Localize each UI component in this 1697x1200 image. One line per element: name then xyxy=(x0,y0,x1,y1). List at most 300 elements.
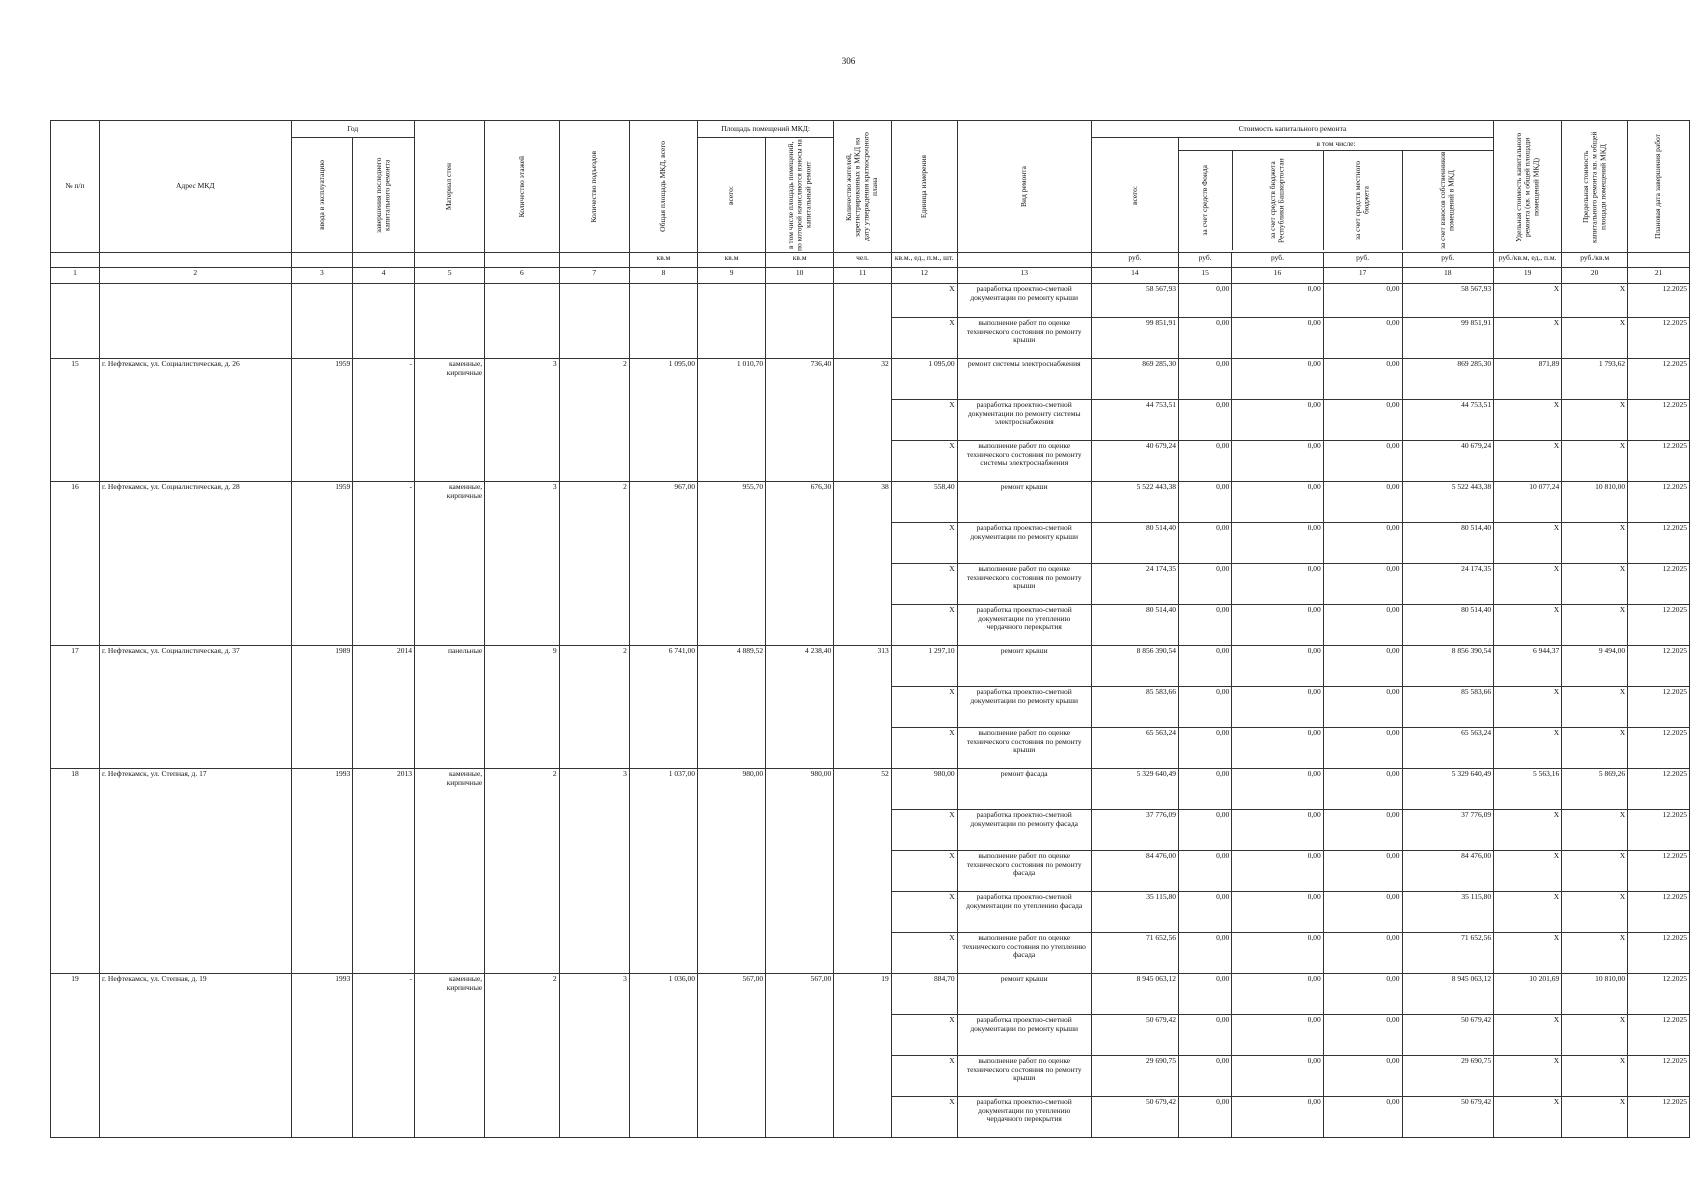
cost-fund: 0,00 xyxy=(1179,851,1232,892)
unit-value: X xyxy=(891,892,957,933)
unit-cost: 6 944,37 xyxy=(1494,646,1562,687)
table-row xyxy=(51,974,1690,1015)
planned-date: 12.2025 xyxy=(1628,646,1690,687)
cost-republic: 0,00 xyxy=(1232,359,1324,400)
cost-owners: 50 679,42 xyxy=(1402,1097,1494,1138)
premises-residential: 676,30 xyxy=(766,482,834,646)
repair-plan-table xyxy=(50,120,1690,1138)
cost-owners: 80 514,40 xyxy=(1402,605,1494,646)
cost-total: 29 690,75 xyxy=(1091,1056,1178,1097)
cost-local: 0,00 xyxy=(1323,974,1402,1015)
cost-total: 5 329 640,49 xyxy=(1091,769,1178,810)
cost-republic: 0,00 xyxy=(1232,892,1324,933)
cost-fund: 0,00 xyxy=(1179,605,1232,646)
year-last-repair: 2013 xyxy=(353,769,415,974)
unit-cost: X xyxy=(1494,892,1562,933)
cost-total: 8 856 390,54 xyxy=(1091,646,1178,687)
cost-republic: 0,00 xyxy=(1232,1015,1324,1056)
max-cost: X xyxy=(1562,933,1628,974)
cost-local: 0,00 xyxy=(1323,318,1402,359)
page-number: 306 xyxy=(841,56,856,66)
header-unit: Единица измерения xyxy=(891,121,957,253)
header-premises-total: всего: xyxy=(698,138,766,253)
cost-fund: 0,00 xyxy=(1179,933,1232,974)
planned-date: 12.2025 xyxy=(1628,400,1690,441)
column-number: 8 xyxy=(629,268,697,284)
unit-cell: руб. xyxy=(1323,253,1402,268)
cost-local: 0,00 xyxy=(1323,1097,1402,1138)
year-last-repair: - xyxy=(353,974,415,1138)
cost-republic: 0,00 xyxy=(1232,605,1324,646)
total-area: 1 095,00 xyxy=(629,359,697,482)
floors: 2 xyxy=(485,769,559,974)
cost-republic: 0,00 xyxy=(1232,687,1324,728)
residents: 38 xyxy=(834,482,891,646)
work-type: разработка проектно-сметной документации по ремонту крыши xyxy=(957,523,1091,564)
max-cost: 10 810,00 xyxy=(1562,974,1628,1015)
header-cost-total: всего: xyxy=(1091,138,1178,253)
cost-local: 0,00 xyxy=(1323,646,1402,687)
header-year-group: Год xyxy=(291,121,414,138)
table-row xyxy=(51,482,1690,523)
unit-cell: руб./кв.м, ед., п.м. xyxy=(1494,253,1562,268)
column-number: 7 xyxy=(559,268,629,284)
unit-cost: X xyxy=(1494,687,1562,728)
entrances: 3 xyxy=(559,974,629,1138)
cost-owners: 44 753,51 xyxy=(1402,400,1494,441)
unit-cost: X xyxy=(1494,1097,1562,1138)
unit-cost: X xyxy=(1494,1056,1562,1097)
unit-cell: руб./кв.м xyxy=(1562,253,1628,268)
cost-republic: 0,00 xyxy=(1232,318,1324,359)
cost-total: 80 514,40 xyxy=(1091,523,1178,564)
unit-cost: X xyxy=(1494,933,1562,974)
header-residents: Количество жителей, зарегистрированных в МКД на дату утверждения краткосрочного плана xyxy=(834,121,891,253)
work-type: ремонт крыши xyxy=(957,646,1091,687)
header-total-area: Общая площадь МКД, всего xyxy=(629,121,697,253)
column-number: 2 xyxy=(99,268,291,284)
cost-total: 37 776,09 xyxy=(1091,810,1178,851)
cost-local: 0,00 xyxy=(1323,441,1402,482)
cost-local: 0,00 xyxy=(1323,564,1402,605)
unit-cell: кв.м xyxy=(629,253,697,268)
cost-local: 0,00 xyxy=(1323,1015,1402,1056)
cost-total: 50 679,42 xyxy=(1091,1015,1178,1056)
work-type: разработка проектно-сметной документации по ремонту крыши xyxy=(957,1015,1091,1056)
cost-fund: 0,00 xyxy=(1179,974,1232,1015)
residents: 32 xyxy=(834,359,891,482)
total-area: 1 037,00 xyxy=(629,769,697,974)
units-row xyxy=(51,253,1690,268)
premises-residential: 736,40 xyxy=(766,359,834,482)
planned-date: 12.2025 xyxy=(1628,523,1690,564)
house-address: г. Нефтекамск, ул. Социалистическая, д. 26 xyxy=(99,359,291,482)
work-type: разработка проектно-сметной документации по ремонту крыши xyxy=(957,687,1091,728)
table-body xyxy=(51,284,1690,1138)
unit-cost: X xyxy=(1494,810,1562,851)
max-cost: 9 494,00 xyxy=(1562,646,1628,687)
unit-value: X xyxy=(891,605,957,646)
cost-total: 99 851,91 xyxy=(1091,318,1178,359)
work-type: разработка проектно-сметной документации по ремонту системы электроснабжения xyxy=(957,400,1091,441)
table-header xyxy=(51,121,1690,284)
column-number: 20 xyxy=(1562,268,1628,284)
planned-date: 12.2025 xyxy=(1628,284,1690,318)
unit-value: X xyxy=(891,523,957,564)
column-number: 4 xyxy=(353,268,415,284)
column-number: 6 xyxy=(485,268,559,284)
year-built: 1993 xyxy=(291,974,353,1138)
cost-total: 58 567,93 xyxy=(1091,284,1178,318)
unit-value: 1 095,00 xyxy=(891,359,957,400)
work-type: разработка проектно-сметной документации по утеплению чердачного перекрытия xyxy=(957,1097,1091,1138)
cost-local: 0,00 xyxy=(1323,769,1402,810)
entrances: 3 xyxy=(559,769,629,974)
unit-cost: X xyxy=(1494,1015,1562,1056)
max-cost: 10 810,00 xyxy=(1562,482,1628,523)
max-cost: 1 793,62 xyxy=(1562,359,1628,400)
premises-total: 1 010,70 xyxy=(698,359,766,482)
column-number: 18 xyxy=(1402,268,1494,284)
cost-total: 50 679,42 xyxy=(1091,1097,1178,1138)
cost-owners: 40 679,24 xyxy=(1402,441,1494,482)
planned-date: 12.2025 xyxy=(1628,605,1690,646)
unit-cost: X xyxy=(1494,284,1562,318)
column-number: 19 xyxy=(1494,268,1562,284)
cost-fund: 0,00 xyxy=(1179,400,1232,441)
work-type: выполнение работ по оценке технического состояния по ремонту крыши xyxy=(957,728,1091,769)
table-row xyxy=(51,646,1690,687)
cost-republic: 0,00 xyxy=(1232,1056,1324,1097)
header-cost-republic: за счет средств бюджета Республики Башкортостан xyxy=(1233,151,1324,250)
premises-total: 567,00 xyxy=(698,974,766,1138)
unit-value: X xyxy=(891,564,957,605)
wall-material: панельные xyxy=(414,646,484,769)
planned-date: 12.2025 xyxy=(1628,359,1690,400)
unit-cell: чел. xyxy=(834,253,891,268)
header-cost-local: за счет средств местного бюджета xyxy=(1324,151,1403,250)
max-cost: 5 869,26 xyxy=(1562,769,1628,810)
planned-date: 12.2025 xyxy=(1628,810,1690,851)
work-type: выполнение работ по оценке технического состояния по утеплению фасада xyxy=(957,933,1091,974)
cost-republic: 0,00 xyxy=(1232,400,1324,441)
planned-date: 12.2025 xyxy=(1628,851,1690,892)
unit-cell: руб. xyxy=(1402,253,1494,268)
column-numbers-row xyxy=(51,268,1690,284)
header-cost-fund: за счет средств Фонда xyxy=(1179,151,1233,250)
cost-owners: 5 522 443,38 xyxy=(1402,482,1494,523)
house-number: 16 xyxy=(51,482,100,646)
wall-material: каменные, кирпичные xyxy=(414,769,484,974)
unit-value: 884,70 xyxy=(891,974,957,1015)
header-address: Адрес МКД xyxy=(99,121,291,253)
work-type: разработка проектно-сметной документации по ремонту фасада xyxy=(957,810,1091,851)
planned-date: 12.2025 xyxy=(1628,482,1690,523)
cost-owners: 8 856 390,54 xyxy=(1402,646,1494,687)
cost-fund: 0,00 xyxy=(1179,1097,1232,1138)
cost-local: 0,00 xyxy=(1323,605,1402,646)
cost-local: 0,00 xyxy=(1323,482,1402,523)
unit-value: 1 297,10 xyxy=(891,646,957,687)
unit-value: X xyxy=(891,318,957,359)
column-number: 9 xyxy=(698,268,766,284)
unit-cost: 5 563,16 xyxy=(1494,769,1562,810)
year-last-repair: - xyxy=(353,359,415,482)
header-work-type: Вид ремонта xyxy=(957,121,1091,253)
cost-local: 0,00 xyxy=(1323,359,1402,400)
cost-owners: 85 583,66 xyxy=(1402,687,1494,728)
unit-cost: 10 201,69 xyxy=(1494,974,1562,1015)
cost-owners: 29 690,75 xyxy=(1402,1056,1494,1097)
column-number: 21 xyxy=(1628,268,1690,284)
header-max-cost: Предельная стоимость капитального ремонта кв. м общей площади помещений МКД xyxy=(1562,121,1628,253)
house-number: 18 xyxy=(51,769,100,974)
unit-cost: X xyxy=(1494,851,1562,892)
cost-fund: 0,00 xyxy=(1179,318,1232,359)
unit-cell: руб. xyxy=(1232,253,1324,268)
cost-republic: 0,00 xyxy=(1232,728,1324,769)
planned-date: 12.2025 xyxy=(1628,728,1690,769)
cost-fund: 0,00 xyxy=(1179,482,1232,523)
header-entrances: Количество подъездов xyxy=(559,121,629,253)
total-area: 6 741,00 xyxy=(629,646,697,769)
year-last-repair: - xyxy=(353,482,415,646)
planned-date: 12.2025 xyxy=(1628,1097,1690,1138)
unit-value: X xyxy=(891,284,957,318)
work-type: разработка проектно-сметной документации по ремонту крыши xyxy=(957,284,1091,318)
cost-republic: 0,00 xyxy=(1232,974,1324,1015)
unit-cell: руб. xyxy=(1091,253,1178,268)
cost-owners: 8 945 063,12 xyxy=(1402,974,1494,1015)
planned-date: 12.2025 xyxy=(1628,564,1690,605)
work-type: разработка проектно-сметной документации по утеплению фасада xyxy=(957,892,1091,933)
work-type: выполнение работ по оценке технического состояния по ремонту системы электроснабжения xyxy=(957,441,1091,482)
cost-local: 0,00 xyxy=(1323,933,1402,974)
cost-total: 5 522 443,38 xyxy=(1091,482,1178,523)
header-including: в том числе: xyxy=(1179,138,1493,151)
cost-owners: 5 329 640,49 xyxy=(1402,769,1494,810)
column-number: 5 xyxy=(414,268,484,284)
work-type: выполнение работ по оценке технического состояния по ремонту фасада xyxy=(957,851,1091,892)
max-cost: X xyxy=(1562,687,1628,728)
cost-total: 85 583,66 xyxy=(1091,687,1178,728)
unit-cost: X xyxy=(1494,605,1562,646)
planned-date: 12.2025 xyxy=(1628,974,1690,1015)
cost-total: 65 563,24 xyxy=(1091,728,1178,769)
cost-fund: 0,00 xyxy=(1179,564,1232,605)
column-number: 10 xyxy=(766,268,834,284)
work-type: ремонт системы электроснабжения xyxy=(957,359,1091,400)
residents: 313 xyxy=(834,646,891,769)
max-cost: X xyxy=(1562,318,1628,359)
column-number: 16 xyxy=(1232,268,1324,284)
max-cost: X xyxy=(1562,441,1628,482)
cost-total: 44 753,51 xyxy=(1091,400,1178,441)
planned-date: 12.2025 xyxy=(1628,1015,1690,1056)
column-number: 17 xyxy=(1323,268,1402,284)
wall-material: каменные, кирпичные xyxy=(414,359,484,482)
unit-value: X xyxy=(891,1056,957,1097)
cost-fund: 0,00 xyxy=(1179,284,1232,318)
premises-total: 980,00 xyxy=(698,769,766,974)
column-number: 14 xyxy=(1091,268,1178,284)
cost-local: 0,00 xyxy=(1323,1056,1402,1097)
unit-value: X xyxy=(891,728,957,769)
table-row xyxy=(51,284,1690,318)
work-type: разработка проектно-сметной документации по утеплению чердачного перекрытия xyxy=(957,605,1091,646)
cost-fund: 0,00 xyxy=(1179,769,1232,810)
cost-owners: 80 514,40 xyxy=(1402,523,1494,564)
house-number: 17 xyxy=(51,646,100,769)
unit-value: 558,40 xyxy=(891,482,957,523)
floors: 9 xyxy=(485,646,559,769)
cost-republic: 0,00 xyxy=(1232,646,1324,687)
max-cost: X xyxy=(1562,1015,1628,1056)
cost-total: 71 652,56 xyxy=(1091,933,1178,974)
floors: 3 xyxy=(485,359,559,482)
cost-total: 80 514,40 xyxy=(1091,605,1178,646)
house-address: г. Нефтекамск, ул. Социалистическая, д. 37 xyxy=(99,646,291,769)
cost-republic: 0,00 xyxy=(1232,810,1324,851)
unit-cell: кв.м xyxy=(766,253,834,268)
house-number: 19 xyxy=(51,974,100,1138)
header-year-last-repair: завершения последнего капитального ремонта xyxy=(353,138,415,253)
header-unit-cost: Удельная стоимость капитального ремонта (кв. м общей площади помещений МКД) xyxy=(1494,121,1562,253)
cost-fund: 0,00 xyxy=(1179,892,1232,933)
cost-fund: 0,00 xyxy=(1179,359,1232,400)
cost-owners: 24 174,35 xyxy=(1402,564,1494,605)
unit-cell: руб. xyxy=(1179,253,1232,268)
cost-total: 35 115,80 xyxy=(1091,892,1178,933)
cost-local: 0,00 xyxy=(1323,687,1402,728)
cost-local: 0,00 xyxy=(1323,400,1402,441)
table-row xyxy=(51,769,1690,810)
cost-fund: 0,00 xyxy=(1179,523,1232,564)
cost-republic: 0,00 xyxy=(1232,482,1324,523)
max-cost: X xyxy=(1562,1056,1628,1097)
unit-value: X xyxy=(891,1015,957,1056)
header-no: № п/п xyxy=(51,121,100,253)
cost-total: 40 679,24 xyxy=(1091,441,1178,482)
cost-republic: 0,00 xyxy=(1232,1097,1324,1138)
planned-date: 12.2025 xyxy=(1628,892,1690,933)
cost-local: 0,00 xyxy=(1323,810,1402,851)
cost-owners: 58 567,93 xyxy=(1402,284,1494,318)
column-number: 15 xyxy=(1179,268,1232,284)
premises-residential: 980,00 xyxy=(766,769,834,974)
cost-local: 0,00 xyxy=(1323,728,1402,769)
cost-total: 84 476,00 xyxy=(1091,851,1178,892)
unit-value: X xyxy=(891,933,957,974)
cost-owners: 37 776,09 xyxy=(1402,810,1494,851)
unit-value: X xyxy=(891,851,957,892)
unit-cell: кв.м., ед., п.м., шт. xyxy=(891,253,957,268)
unit-cost: X xyxy=(1494,400,1562,441)
cost-owners: 50 679,42 xyxy=(1402,1015,1494,1056)
planned-date: 12.2025 xyxy=(1628,318,1690,359)
work-type: выполнение работ по оценке технического состояния по ремонту крыши xyxy=(957,1056,1091,1097)
cost-owners: 84 476,00 xyxy=(1402,851,1494,892)
cost-fund: 0,00 xyxy=(1179,728,1232,769)
unit-cost: X xyxy=(1494,523,1562,564)
cost-local: 0,00 xyxy=(1323,523,1402,564)
header-premises-residential: в том числе площадь помещений, по которой начисляются взносы на капитальный ремонт xyxy=(766,138,834,253)
planned-date: 12.2025 xyxy=(1628,687,1690,728)
cost-republic: 0,00 xyxy=(1232,851,1324,892)
cost-owners: 65 563,24 xyxy=(1402,728,1494,769)
unit-cost: X xyxy=(1494,564,1562,605)
cost-local: 0,00 xyxy=(1323,284,1402,318)
cost-republic: 0,00 xyxy=(1232,933,1324,974)
planned-date: 12.2025 xyxy=(1628,769,1690,810)
work-type: выполнение работ по оценке технического состояния по ремонту крыши xyxy=(957,318,1091,359)
year-built: 1993 xyxy=(291,769,353,974)
column-number: 1 xyxy=(51,268,100,284)
house-address: г. Нефтекамск, ул. Социалистическая, д. 28 xyxy=(99,482,291,646)
work-type: ремонт крыши xyxy=(957,974,1091,1015)
header-planned-date: Плановая дата завершения работ xyxy=(1628,121,1690,253)
residents: 52 xyxy=(834,769,891,974)
header-wall-material: Материал стен xyxy=(414,121,484,253)
max-cost: X xyxy=(1562,851,1628,892)
max-cost: X xyxy=(1562,400,1628,441)
cost-republic: 0,00 xyxy=(1232,284,1324,318)
column-number: 12 xyxy=(891,268,957,284)
max-cost: X xyxy=(1562,523,1628,564)
premises-residential: 4 238,40 xyxy=(766,646,834,769)
cost-republic: 0,00 xyxy=(1232,523,1324,564)
cost-total: 869 285,30 xyxy=(1091,359,1178,400)
house-address: г. Нефтекамск, ул. Степная, д. 17 xyxy=(99,769,291,974)
unit-cost: 871,89 xyxy=(1494,359,1562,400)
entrances: 2 xyxy=(559,482,629,646)
premises-total: 4 889,52 xyxy=(698,646,766,769)
cost-fund: 0,00 xyxy=(1179,1056,1232,1097)
max-cost: X xyxy=(1562,564,1628,605)
year-built: 1959 xyxy=(291,482,353,646)
unit-cost: X xyxy=(1494,318,1562,359)
premises-total: 955,70 xyxy=(698,482,766,646)
column-number: 13 xyxy=(957,268,1091,284)
table-row xyxy=(51,359,1690,400)
cost-fund: 0,00 xyxy=(1179,646,1232,687)
entrances: 2 xyxy=(559,646,629,769)
max-cost: X xyxy=(1562,810,1628,851)
unit-cell: кв.м xyxy=(698,253,766,268)
cost-local: 0,00 xyxy=(1323,892,1402,933)
header-cost-group: Стоимость капитального ремонта xyxy=(1091,121,1493,138)
max-cost: X xyxy=(1562,892,1628,933)
year-built: 1959 xyxy=(291,359,353,482)
premises-residential: 567,00 xyxy=(766,974,834,1138)
unit-value: X xyxy=(891,441,957,482)
header-premises-area-group: Площадь помещений МКД: xyxy=(698,121,834,138)
planned-date: 12.2025 xyxy=(1628,441,1690,482)
unit-cost: X xyxy=(1494,728,1562,769)
year-built: 1989 xyxy=(291,646,353,769)
cost-republic: 0,00 xyxy=(1232,441,1324,482)
cost-republic: 0,00 xyxy=(1232,564,1324,605)
cost-republic: 0,00 xyxy=(1232,769,1324,810)
unit-value: X xyxy=(891,810,957,851)
work-type: ремонт фасада xyxy=(957,769,1091,810)
max-cost: X xyxy=(1562,284,1628,318)
wall-material: каменные, кирпичные xyxy=(414,974,484,1138)
cost-owners: 99 851,91 xyxy=(1402,318,1494,359)
planned-date: 12.2025 xyxy=(1628,1056,1690,1097)
cost-owners: 35 115,80 xyxy=(1402,892,1494,933)
wall-material: каменные, кирпичные xyxy=(414,482,484,646)
